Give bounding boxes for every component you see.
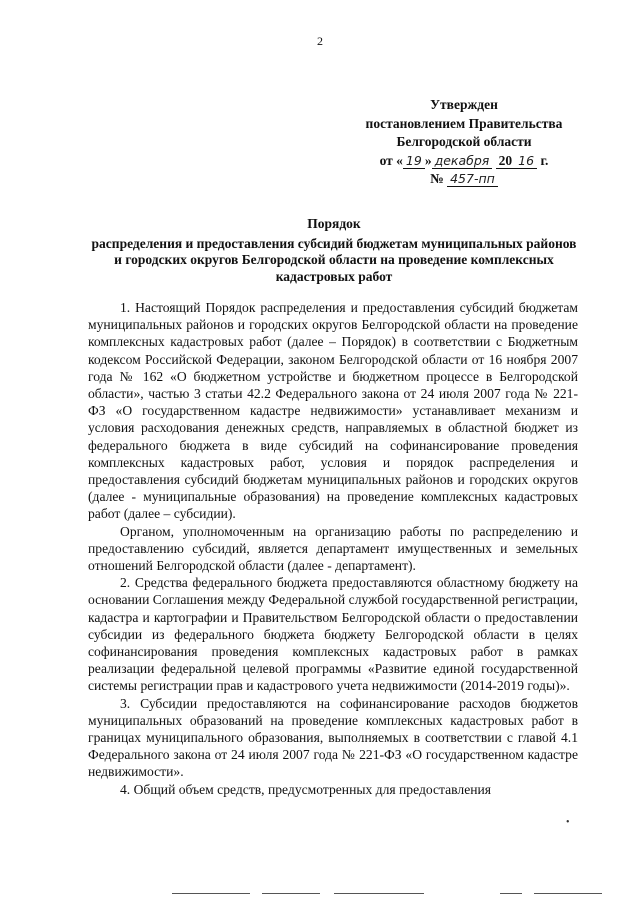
footer-scan-lines: [0, 893, 640, 897]
approval-stamp: [352, 96, 576, 189]
approval-number: [352, 170, 576, 189]
date-day: 19: [403, 154, 425, 169]
approval-line-decree: постановлением Правительства: [365, 115, 563, 131]
date-prefix: от «: [379, 152, 403, 168]
page-number: 2: [317, 34, 323, 48]
scan-mark: •: [566, 817, 570, 828]
approval-line-approved: Утвержден: [430, 97, 498, 112]
date-mid: »: [424, 152, 432, 168]
date-year-prefix: 20: [496, 154, 516, 169]
document-body: [88, 299, 578, 798]
paragraph-1: 1. Настоящий Порядок распределения и предоставления субсидий бюджетам муниципальных районов и городских округов Белгородской области на проведение комплексных кадастровых работ (далее – Порядок) в соответствии с Бюджетным кодексом Российской Федерации, законом Белгородской области от 16 ноября 2007 года № 162 «О бюджетном устройстве и бюджетном процессе в Белгородской области», частью 3 статьи 42.2 Федерального закона от 24 июля 2007 года № 221-ФЗ «О государственном кадастре недвижимости» устанавливает механизм и условия расходования денежных средств, направляемых в областной бюджет из федерального бюджета в виде субсидий на софинансирование проведения комплексных кадастровых работ, условия и порядок распределения и предоставления субсидий бюджетам муниципальных районов и городских округов (далее - муниципальные образования) на проведение комплексных кадастровых работ (далее – субсидии).: [88, 300, 578, 522]
approval-date: [352, 152, 576, 171]
paragraph-3: 3. Субсидии предоставляются на софинансирование расходов бюджетов муниципальных образований на проведение комплексных кадастровых работ в границах муниципального образования, выполняемых в соответствии с главой 4.1 Федерального закона от 24 июля 2007 года № 221-ФЗ «О государственном кадастре недвижимости».: [88, 695, 578, 780]
date-end: г.: [540, 152, 549, 168]
approval-line-region: Белгородской области: [396, 134, 532, 149]
document-title: [86, 216, 582, 285]
number-value: 457-пп: [447, 172, 498, 187]
date-month: декабря: [432, 154, 493, 169]
title-line-subject: распределения и предоставления субсидий бюджетам муниципальных районов и городских округов Белгородской области на проведение комплексных кадастровых работ: [91, 235, 577, 284]
paragraph-authority: Органом, уполномоченным на организацию работы по распределению и предоставлению субсидий, является департамент имущественных и земельных отношений Белгородской области (далее - департамент).: [88, 523, 578, 574]
number-prefix: №: [430, 171, 444, 186]
paragraph-4: 4. Общий объем средств, предусмотренных для предоставления: [120, 781, 492, 797]
title-line-order: Порядок: [307, 216, 361, 231]
paragraph-2: 2. Средства федерального бюджета предоставляются областному бюджету на основании Соглашения между Федеральной службой государственной регистрации, кадастра и картографии и Правительством Белгородской области о предоставлении субсидии из федерального бюджета бюджету Белгородской области в целях софинансирования проведения комплексных кадастровых работ в рамках реализации федеральной целевой программы «Развитие единой государственной системы регистрации прав и кадастрового учета недвижимости (2014-2019 годы)».: [88, 575, 578, 694]
date-year-suffix: 16: [515, 154, 537, 169]
